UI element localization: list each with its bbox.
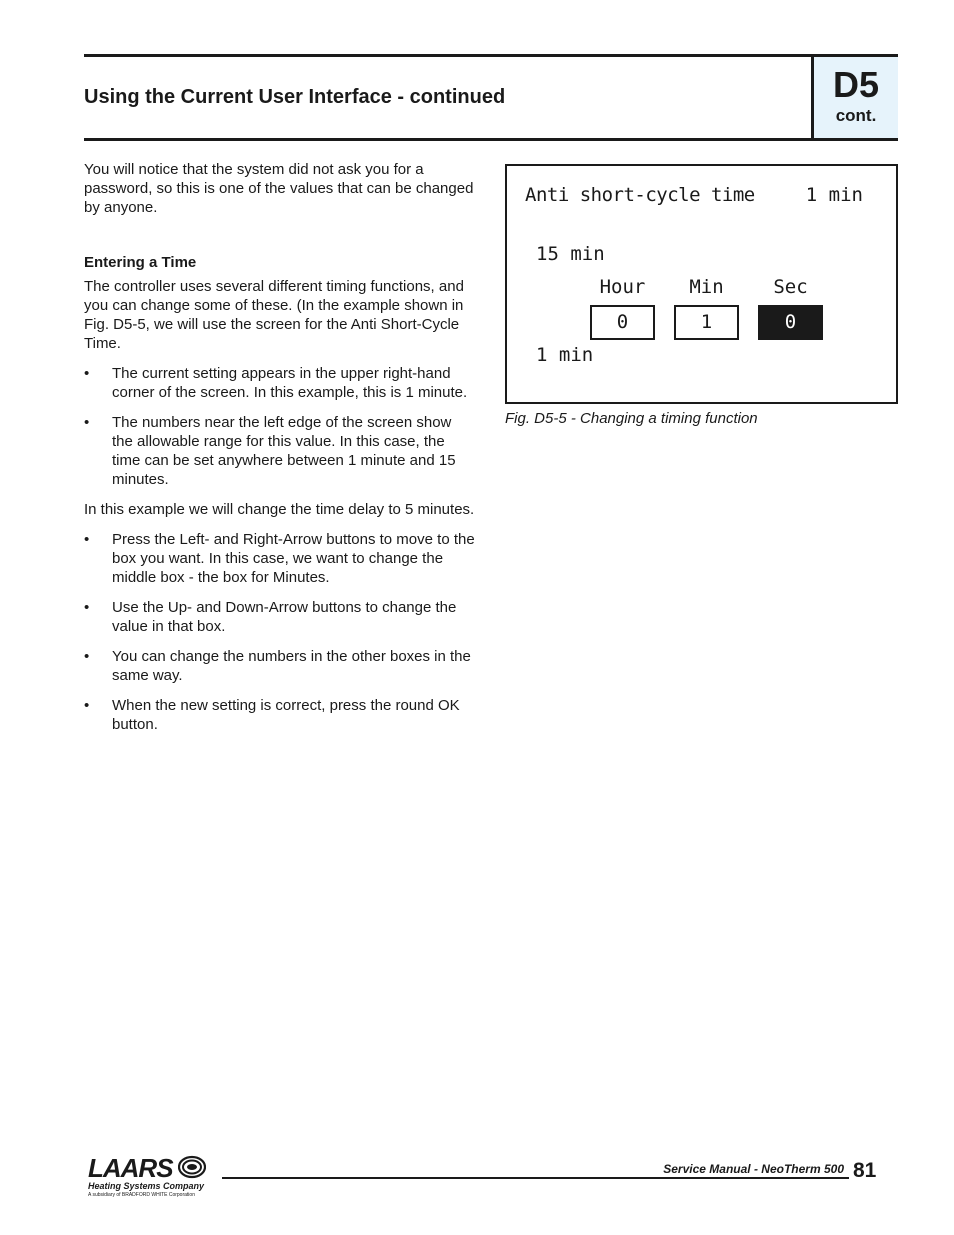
list-item	[84, 530, 476, 587]
paragraph: The controller uses several different timing functions, and you can change some of these. (In the example shown in Fig. D5-5, we will use the screen for the Anti Short-Cycle Time.	[84, 278, 464, 352]
section-tab	[811, 57, 898, 138]
bullet-marker: •	[84, 648, 90, 665]
list-item	[84, 598, 476, 636]
hour-label: Hour	[599, 276, 646, 298]
bullet-marker: •	[84, 365, 90, 382]
list-item	[84, 413, 476, 489]
bullet-marker: •	[84, 599, 90, 616]
logo-swirl-icon	[178, 1155, 206, 1179]
list-item-text: The current setting appears in the upper right-hand corner of the screen. In this example, this is 1 minute.	[112, 365, 468, 401]
body-text-column	[84, 160, 476, 745]
range-max: 15 min	[536, 243, 605, 265]
min-field: 1	[674, 305, 739, 340]
list-item-text: The numbers near the left edge of the screen show the allowable range for this value. In this case, the time can be set anywhere between 1 minute and 15 minutes.	[112, 414, 456, 488]
sec-field-selected: 0	[758, 305, 823, 340]
list-item-text: You can change the numbers in the other boxes in the same way.	[112, 648, 471, 684]
section-tab-code: D5	[832, 64, 880, 105]
current-setting: 1 min	[805, 184, 863, 206]
logo-tagline: Heating Systems Company	[88, 1181, 205, 1191]
list-item	[84, 364, 476, 402]
logo-subsidiary-line: A subsidiary of BRADFORD WHITE Corporation	[88, 1192, 195, 1198]
list-item-text: Press the Left- and Right-Arrow buttons to move to the box you want. In this case, we want to change the middle box - the box for Minutes.	[112, 531, 475, 586]
bullet-marker: •	[84, 697, 90, 714]
figure-caption: Fig. D5-5 - Changing a timing function	[505, 410, 758, 427]
list-item-text: When the new setting is correct, press the round OK button.	[112, 697, 460, 733]
list-item	[84, 696, 476, 734]
logo-wordmark: LAARS	[88, 1153, 173, 1183]
header-bottom-rule	[84, 138, 898, 141]
list-item	[84, 647, 476, 685]
laars-logo	[86, 1153, 208, 1201]
bullet-marker: •	[84, 414, 90, 431]
intro-paragraph: You will notice that the system did not ask you for a password, so this is one of the values that can be changed by anyone.	[84, 161, 474, 216]
bullet-marker: •	[84, 531, 90, 548]
sec-label: Sec	[773, 276, 808, 298]
footer-rule	[222, 1177, 849, 1179]
screen-title: Anti short-cycle time	[525, 184, 755, 206]
list-item-text: Use the Up- and Down-Arrow buttons to change the value in that box.	[112, 599, 457, 635]
page-number: 81	[853, 1159, 877, 1182]
subheading: Entering a Time	[84, 254, 197, 271]
controller-screen-figure	[505, 164, 898, 404]
page-title: Using the Current User Interface - continued	[84, 86, 506, 108]
hour-field: 0	[590, 305, 655, 340]
header-top-rule	[84, 54, 898, 57]
section-tab-continued: cont.	[835, 106, 877, 125]
manual-title: Service Manual - NeoTherm 500	[663, 1162, 844, 1176]
min-label: Min	[689, 276, 724, 298]
paragraph: In this example we will change the time delay to 5 minutes.	[84, 501, 475, 518]
range-min: 1 min	[536, 344, 594, 366]
